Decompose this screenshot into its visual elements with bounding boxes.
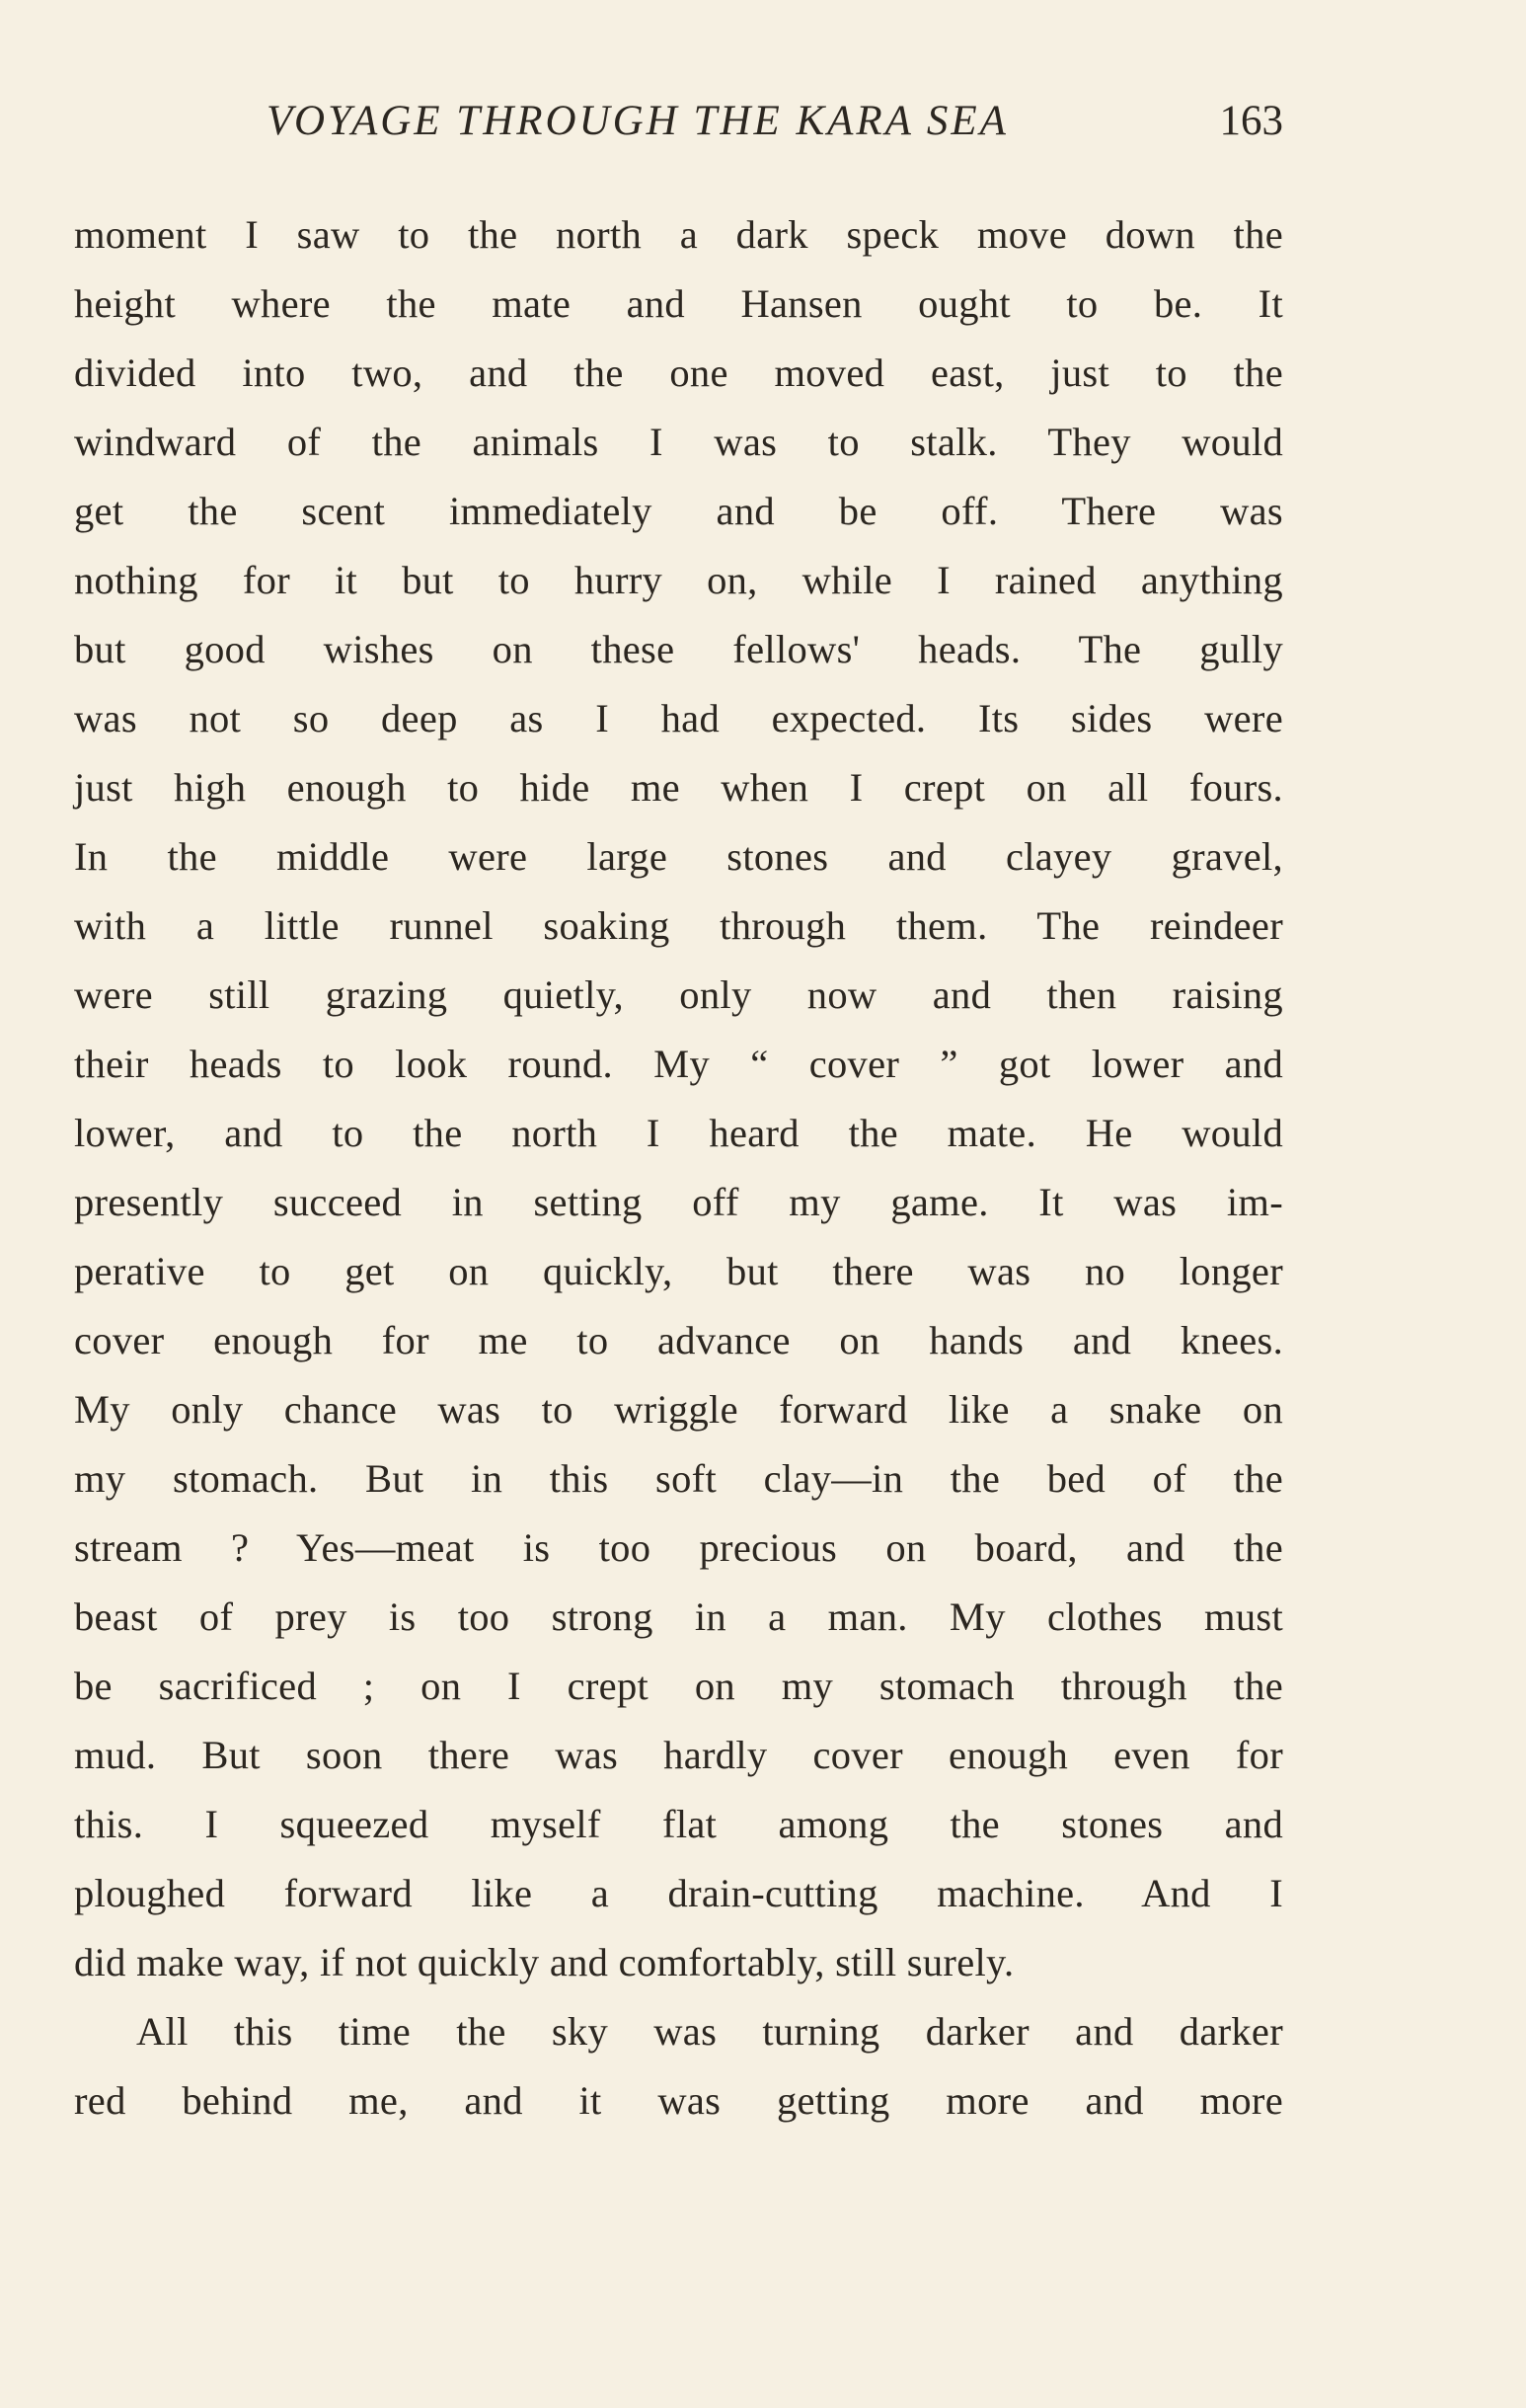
text-line: perative to get on quickly, but there was no longer [74, 1249, 1283, 1293]
text-line: All this time the sky was turning darker and darker [136, 2009, 1283, 2054]
text-line: ploughed forward like a drain-cutting machine. And I [74, 1871, 1283, 1915]
text-line: get the scent immediately and be off. There was [74, 489, 1283, 533]
text-line: just high enough to hide me when I crept on all fours. [74, 765, 1283, 810]
text-line: this. I squeezed myself flat among the stones and [74, 1802, 1283, 1846]
text-line: height where the mate and Hansen ought to be. It [74, 281, 1283, 326]
text-line: nothing for it but to hurry on, while I rained anything [74, 558, 1283, 602]
text-line: but good wishes on these fellows' heads. The gully [74, 627, 1283, 671]
text-line: windward of the animals I was to stalk. They would [74, 420, 1283, 464]
text-line: stream ? Yes—meat is too precious on board, and the [74, 1525, 1283, 1570]
text-line: were still grazing quietly, only now and then raising [74, 972, 1283, 1017]
text-line: be sacrificed ; on I crept on my stomach through the [74, 1664, 1283, 1708]
text-line: presently succeed in setting off my game. It was im- [74, 1180, 1283, 1224]
text-line: cover enough for me to advance on hands and knees. [74, 1318, 1283, 1362]
text-line: my stomach. But in this soft clay—in the bed of the [74, 1456, 1283, 1501]
text-line: was not so deep as I had expected. Its sides were [74, 696, 1283, 740]
paragraph-2 [74, 1997, 1283, 2136]
text-line: In the middle were large stones and clayey gravel, [74, 834, 1283, 879]
text-line: beast of prey is too strong in a man. My clothes must [74, 1594, 1283, 1639]
running-head [74, 87, 1283, 156]
body-text [74, 200, 1283, 2136]
text-line: lower, and to the north I heard the mate. He would [74, 1111, 1283, 1155]
text-line: their heads to look round. My “ cover ” got lower and [74, 1042, 1283, 1086]
text-line: moment I saw to the north a dark speck move down the [74, 212, 1283, 257]
text-line: with a little runnel soaking through them. The reindeer [74, 903, 1283, 948]
running-title: VOYAGE THROUGH THE KARA SEA [267, 98, 1009, 144]
page-number: 163 [1219, 98, 1283, 144]
text-line: My only chance was to wriggle forward like a snake on [74, 1387, 1283, 1432]
text-line: did make way, if not quickly and comfortably, still surely. [74, 1940, 1015, 1984]
text-line: divided into two, and the one moved east, just to the [74, 350, 1283, 395]
paragraph-1 [74, 200, 1283, 1997]
text-line: red behind me, and it was getting more and more [74, 2078, 1283, 2123]
text-line: mud. But soon there was hardly cover enough even for [74, 1733, 1283, 1777]
